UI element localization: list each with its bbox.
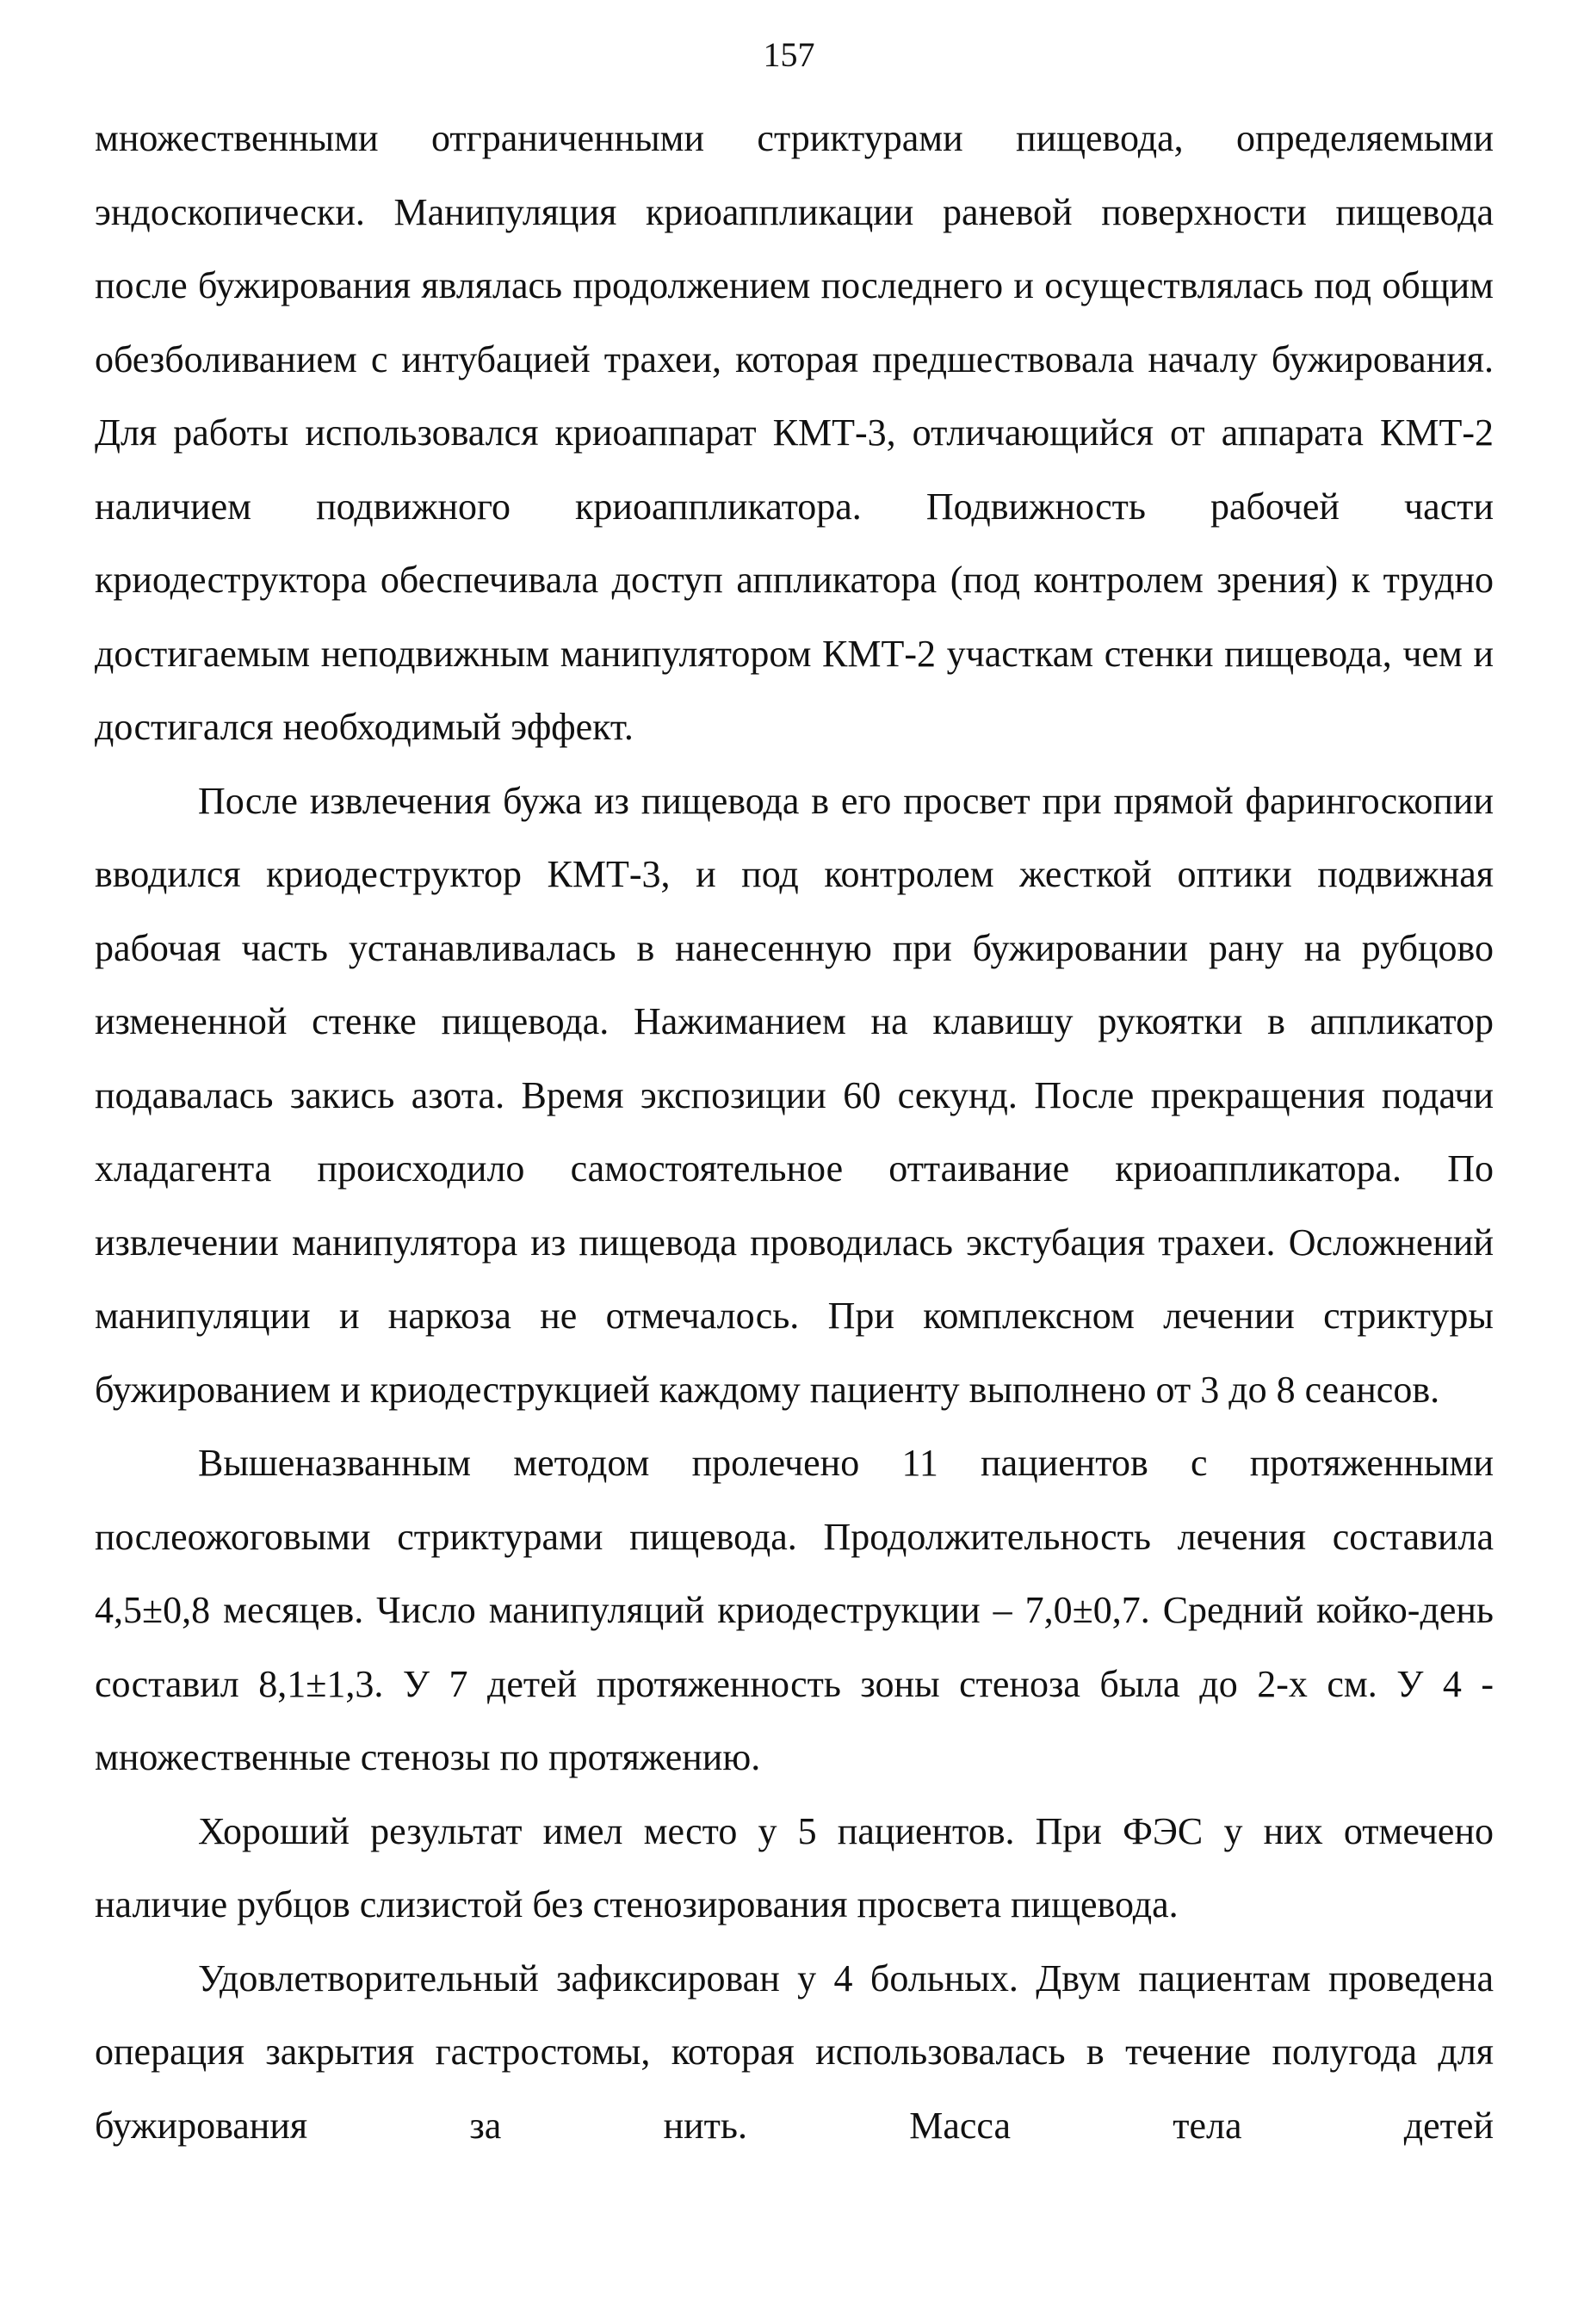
- paragraph-results-summary: Вышеназванным методом пролечено 11 пациентов с протяженными послеожоговыми стриктурами пищевода. Продолжительность лечения составила 4,5±0,8 месяцев. Число манипуляций криодеструкции – 7,0±0,7. Средний койко-день составил 8,1±1,3. У 7 детей протяженность зоны стеноза была до 2-х см. У 4 - множественные стенозы по протяжению.: [95, 1442, 1494, 1778]
- paragraph-procedure: После извлечения бужа из пищевода в его просвет при прямой фарингоскопии вводился криодеструктор КМТ-3, и под контролем жесткой оптики подвижная рабочая часть устанавливалась в нанесенную при бужировании рану на рубцово измененной стенке пищевода. Нажиманием на клавишу рукоятки в аппликатор подавалась закись азота. Время экспозиции 60 секунд. После прекращения подачи хладагента происходило самостоятельное оттаивание криоаппликатора. По извлечении манипулятора из пищевода проводилась экстубация трахеи. Осложнений манипуляции и наркоза не отмечалось. При комплексном лечении стриктуры бужированием и криодеструкцией каждому пациенту выполнено от 3 до 8 сеансов.: [95, 779, 1494, 1411]
- page-number: 157: [763, 35, 815, 74]
- paragraph-continuation: множественными отграниченными стриктурами пищевода, определяемыми эндоскопически. Манипуляция криоаппликации раневой поверхности пищевода после бужирования являлась продолжением последнего и осуществлялась под общим обезболиванием с интубацией трахеи, которая предшествовала началу бужирования. Для работы использовался криоаппарат КМТ-3, отличающийся от аппарата КМТ-2 наличием подвижного криоаппликатора. Подвижность рабочей части криодеструктора обеспечивала доступ аппликатора (под контролем зрения) к трудно достигаемым неподвижным манипулятором КМТ-2 участкам стенки пищевода, чем и достигался необходимый эффект.: [95, 117, 1494, 748]
- paragraph-good-result: Хороший результат имел место у 5 пациентов. При ФЭС у них отмечено наличие рубцов слизистой без стенозирования просвета пищевода.: [95, 1809, 1494, 1925]
- paragraph-satisfactory-result: Удовлетворительный зафиксирован у 4 больных. Двум пациентам проведена операция закрытия гастростомы, которая использовалась в течение полугода для бужирования за нить. Масса тела детей: [95, 1956, 1494, 2147]
- document-body: [95, 102, 1494, 2162]
